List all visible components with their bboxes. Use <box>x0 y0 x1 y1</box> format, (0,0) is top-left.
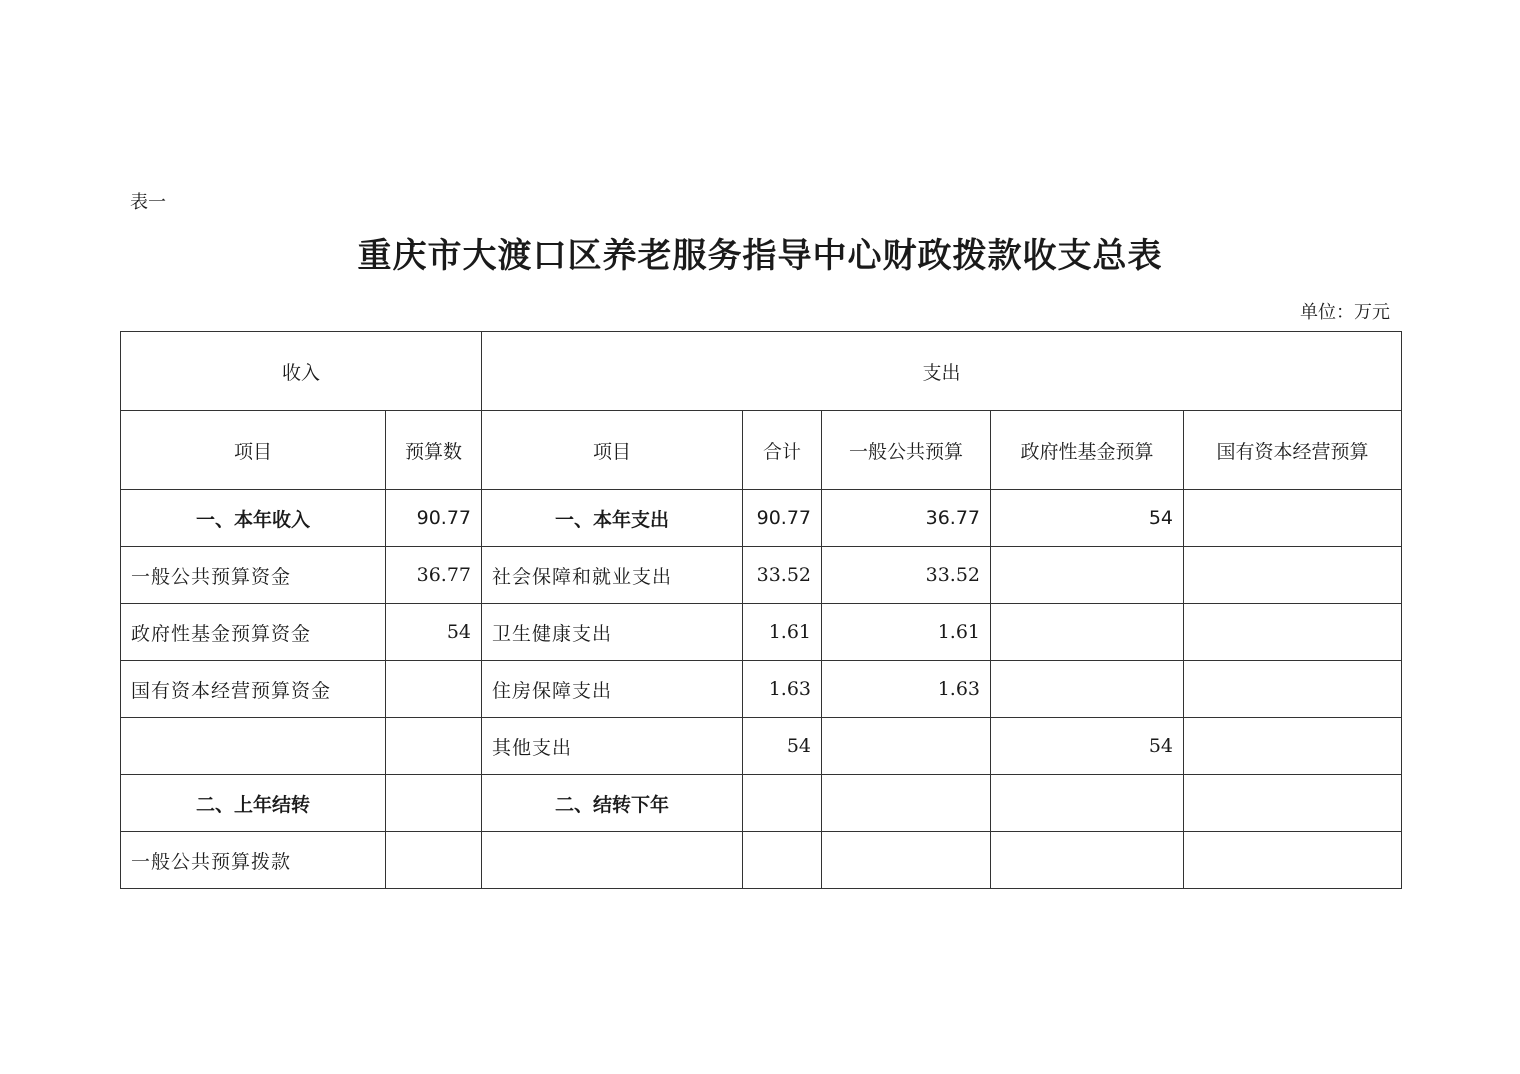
gov-fund-cell <box>991 775 1184 832</box>
expense-group-header: 支出 <box>482 332 1402 411</box>
col-income-item: 项目 <box>121 411 386 490</box>
gov-fund-cell <box>991 832 1184 889</box>
table-row <box>121 604 1402 661</box>
total-cell: 54 <box>743 718 822 775</box>
income-item-cell: 一般公共预算拨款 <box>121 832 386 889</box>
col-total: 合计 <box>743 411 822 490</box>
income-budget-cell <box>386 832 482 889</box>
col-state-capital: 国有资本经营预算 <box>1184 411 1402 490</box>
income-budget-cell: 90.77 <box>386 490 482 547</box>
income-item-cell: 二、上年结转 <box>121 775 386 832</box>
expense-item-cell <box>482 832 743 889</box>
total-cell <box>743 832 822 889</box>
document-title: 重庆市大渡口区养老服务指导中心财政拨款收支总表 <box>357 236 1163 276</box>
income-budget-cell: 36.77 <box>386 547 482 604</box>
total-cell: 1.63 <box>743 661 822 718</box>
state-capital-cell <box>1184 661 1402 718</box>
expense-item-cell: 其他支出 <box>482 718 743 775</box>
general-public-cell: 36.77 <box>822 490 991 547</box>
total-cell: 1.61 <box>743 604 822 661</box>
income-budget-cell: 54 <box>386 604 482 661</box>
income-item-cell: 国有资本经营预算资金 <box>121 661 386 718</box>
expense-item-cell: 二、结转下年 <box>482 775 743 832</box>
unit-label: 单位：万元 <box>1300 302 1390 323</box>
income-item-cell: 一般公共预算资金 <box>121 547 386 604</box>
total-cell: 90.77 <box>743 490 822 547</box>
col-gov-fund: 政府性基金预算 <box>991 411 1184 490</box>
state-capital-cell <box>1184 604 1402 661</box>
state-capital-cell <box>1184 490 1402 547</box>
table-label: 表一 <box>130 192 166 213</box>
table-row <box>121 547 1402 604</box>
expense-item-cell: 一、本年支出 <box>482 490 743 547</box>
income-item-cell <box>121 718 386 775</box>
income-item-cell: 政府性基金预算资金 <box>121 604 386 661</box>
state-capital-cell <box>1184 718 1402 775</box>
general-public-cell: 33.52 <box>822 547 991 604</box>
income-budget-cell <box>386 661 482 718</box>
state-capital-cell <box>1184 547 1402 604</box>
income-budget-cell <box>386 718 482 775</box>
total-cell: 33.52 <box>743 547 822 604</box>
income-group-header: 收入 <box>121 332 482 411</box>
general-public-cell: 1.63 <box>822 661 991 718</box>
col-expense-item: 项目 <box>482 411 743 490</box>
total-cell <box>743 775 822 832</box>
table-row <box>121 661 1402 718</box>
expense-item-cell: 住房保障支出 <box>482 661 743 718</box>
expense-item-cell: 卫生健康支出 <box>482 604 743 661</box>
gov-fund-cell <box>991 661 1184 718</box>
general-public-cell <box>822 775 991 832</box>
income-item-cell: 一、本年收入 <box>121 490 386 547</box>
general-public-cell <box>822 718 991 775</box>
gov-fund-cell <box>991 547 1184 604</box>
gov-fund-cell: 54 <box>991 490 1184 547</box>
column-header-row <box>121 411 1402 490</box>
table-row <box>121 718 1402 775</box>
table-row <box>121 775 1402 832</box>
budget-summary-table <box>120 331 1402 889</box>
gov-fund-cell: 54 <box>991 718 1184 775</box>
col-income-budget: 预算数 <box>386 411 482 490</box>
general-public-cell <box>822 832 991 889</box>
income-budget-cell <box>386 775 482 832</box>
table-row <box>121 490 1402 547</box>
state-capital-cell <box>1184 832 1402 889</box>
expense-item-cell: 社会保障和就业支出 <box>482 547 743 604</box>
group-header-row <box>121 332 1402 411</box>
col-general-public: 一般公共预算 <box>822 411 991 490</box>
general-public-cell: 1.61 <box>822 604 991 661</box>
gov-fund-cell <box>991 604 1184 661</box>
table-row <box>121 832 1402 889</box>
state-capital-cell <box>1184 775 1402 832</box>
